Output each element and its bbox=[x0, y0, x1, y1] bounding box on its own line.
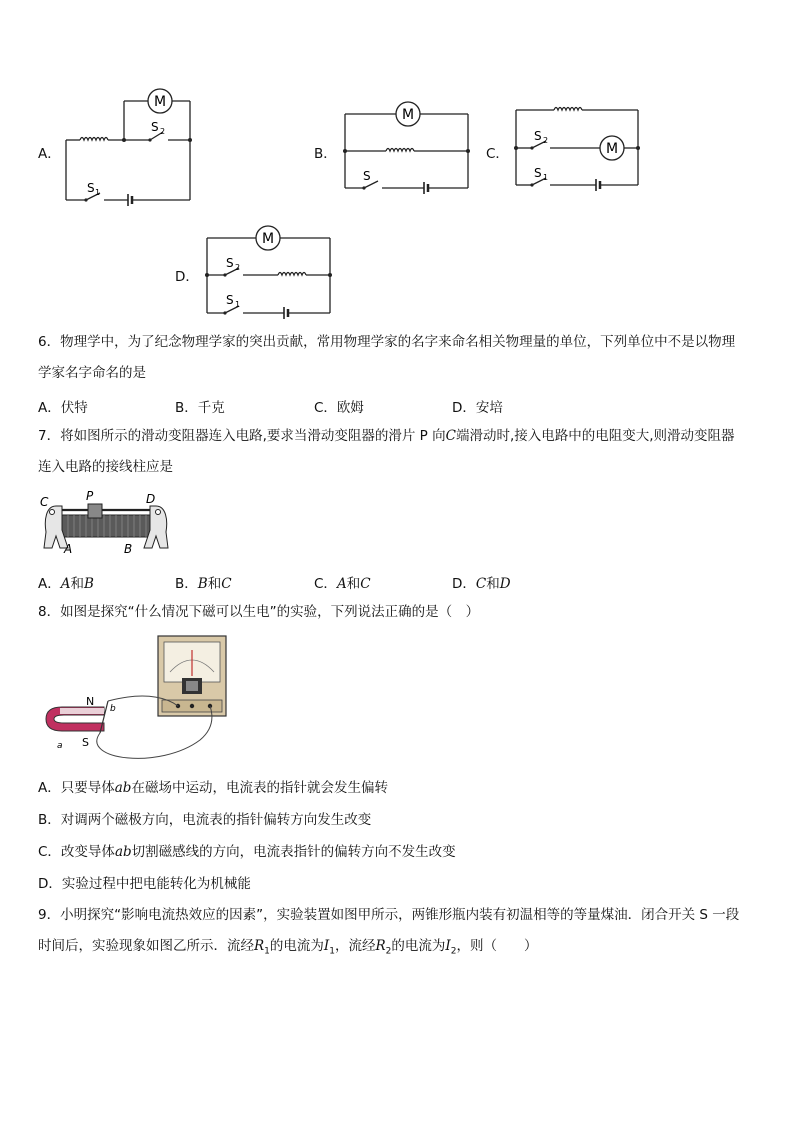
q7-option-c[interactable]: C．A和C bbox=[314, 576, 371, 592]
svg-text:2: 2 bbox=[160, 127, 166, 136]
q8-option-c[interactable]: C．改变导体ab切割磁感线的方向，电流表指针的偏转方向不发生改变 bbox=[38, 844, 456, 860]
q6-stem-line2: 学家名字命名的是 bbox=[38, 365, 146, 381]
svg-text:C: C bbox=[40, 495, 49, 509]
q6-option-a[interactable]: A．伏特 bbox=[38, 400, 88, 416]
svg-text:a: a bbox=[57, 741, 63, 751]
q7-stem-line1: 7．将如图所示的滑动变阻器连入电路,要求当滑动变阻器的滑片 P 向C端滑动时,接入电路中的电阻变大,则滑动变阻器 bbox=[38, 428, 735, 444]
motor-a-letter: M bbox=[154, 94, 167, 110]
q6-stem-line1: 6．物理学中，为了纪念物理学家的突出贡献，常用物理学家的名字来命名相关物理量的单位，下列单位中不是以物理 bbox=[38, 334, 736, 350]
svg-text:P: P bbox=[86, 489, 94, 503]
svg-text:M: M bbox=[606, 141, 619, 157]
svg-text:S: S bbox=[363, 169, 371, 183]
svg-text:A: A bbox=[64, 542, 73, 556]
option-b-label: B． bbox=[314, 146, 337, 162]
svg-text:D: D bbox=[146, 492, 156, 506]
svg-text:S: S bbox=[534, 166, 542, 180]
svg-text:2: 2 bbox=[543, 136, 549, 145]
svg-text:b: b bbox=[110, 704, 116, 714]
svg-text:1: 1 bbox=[235, 300, 241, 309]
svg-text:S: S bbox=[226, 293, 234, 307]
svg-text:N: N bbox=[86, 695, 95, 708]
option-d-label: D． bbox=[175, 269, 199, 285]
q7-option-d[interactable]: D．C和D bbox=[452, 576, 511, 592]
q9-stem-line1: 9．小明探究“影响电流热效应的因素”，实验装置如图甲所示，两锥形瓶内装有初温相等的等量煤油．闭合开关 S 一段 bbox=[38, 907, 740, 923]
svg-text:M: M bbox=[262, 231, 275, 247]
q8-stem: 8．如图是探究“什么情况下磁可以生电”的实验，下列说法正确的是（ ） bbox=[38, 604, 480, 620]
svg-text:B: B bbox=[124, 542, 133, 556]
svg-text:S: S bbox=[82, 736, 89, 749]
q7-option-a[interactable]: A．A和B bbox=[38, 576, 94, 592]
q7-option-b[interactable]: B．B和C bbox=[175, 576, 232, 592]
q7-stem-line2: 连入电路的接线柱应是 bbox=[38, 459, 173, 475]
q8-option-b[interactable]: B．对调两个磁极方向，电流表的指针偏转方向发生改变 bbox=[38, 812, 372, 828]
svg-text:1: 1 bbox=[95, 188, 101, 197]
svg-text:2: 2 bbox=[235, 263, 241, 272]
option-c-label: C． bbox=[486, 146, 509, 162]
svg-text:S: S bbox=[534, 129, 542, 143]
q6-option-b[interactable]: B．千克 bbox=[175, 400, 225, 416]
svg-text:S: S bbox=[226, 256, 234, 270]
svg-text:S: S bbox=[87, 181, 95, 195]
svg-text:S: S bbox=[151, 120, 159, 134]
q6-option-d[interactable]: D．安培 bbox=[452, 400, 503, 416]
q8-option-d[interactable]: D．实验过程中把电能转化为机械能 bbox=[38, 876, 251, 892]
svg-text:M: M bbox=[402, 107, 415, 123]
q6-option-c[interactable]: C．欧姆 bbox=[314, 400, 364, 416]
svg-text:1: 1 bbox=[543, 173, 549, 182]
q8-option-a[interactable]: A．只要导体ab在磁场中运动，电流表的指针就会发生偏转 bbox=[38, 780, 388, 796]
option-a-label: A． bbox=[38, 146, 61, 162]
q9-stem-line2: 时间后，实验现象如图乙所示．流经$R_1$的电流为$I_1$，流经$R_2$的电流为$I_2$，则（ ） bbox=[38, 938, 538, 957]
